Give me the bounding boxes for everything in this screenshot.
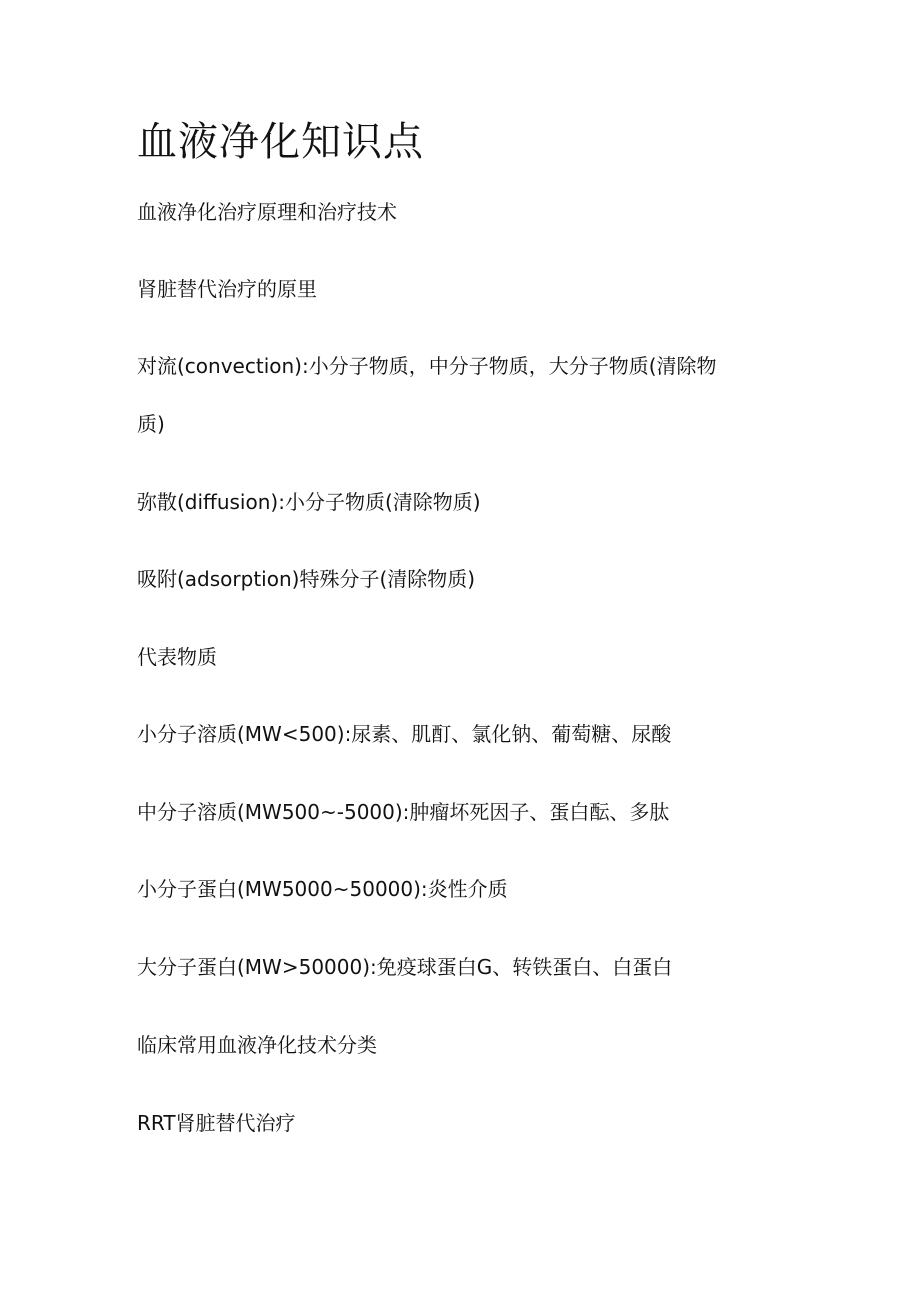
- section-heading-technique-classification: 临床常用血液净化技术分类: [137, 1033, 377, 1057]
- text-line-small-proteins: 小分子蛋白(MW5000~50000):炎性介质: [137, 877, 508, 901]
- text-line-adsorption: 吸附(adsorption)特殊分子(清除物质): [137, 567, 476, 591]
- text-line-middle-molecule-solutes: 中分子溶质(MW500~-5000):肿瘤坏死因子、蛋白酝、多肽: [137, 800, 670, 824]
- document-title: 血液净化知识点: [137, 119, 424, 165]
- section-heading-principles-techniques: 血液净化治疗原理和治疗技术: [137, 200, 397, 224]
- section-heading-representative-substances: 代表物质: [137, 645, 217, 669]
- section-heading-rrt: RRT肾脏替代治疗: [137, 1111, 296, 1135]
- text-line-large-proteins: 大分子蛋白(MW>50000):免疫球蛋白G、转铁蛋白、白蛋白: [137, 955, 673, 979]
- text-line-small-molecule-solutes: 小分子溶质(MW<500):尿素、肌酊、氯化钠、葡萄糖、尿酸: [137, 722, 672, 746]
- text-line-diffusion: 弥散(diffusion):小分子物质(清除物质): [137, 490, 481, 514]
- text-line-convection: 对流(convection):小分子物质，中分子物质，大分子物质(清除物: [137, 354, 717, 378]
- text-line-convection-continued: 质): [137, 412, 165, 436]
- section-heading-rrt-principle: 肾脏替代治疗的原里: [137, 277, 317, 301]
